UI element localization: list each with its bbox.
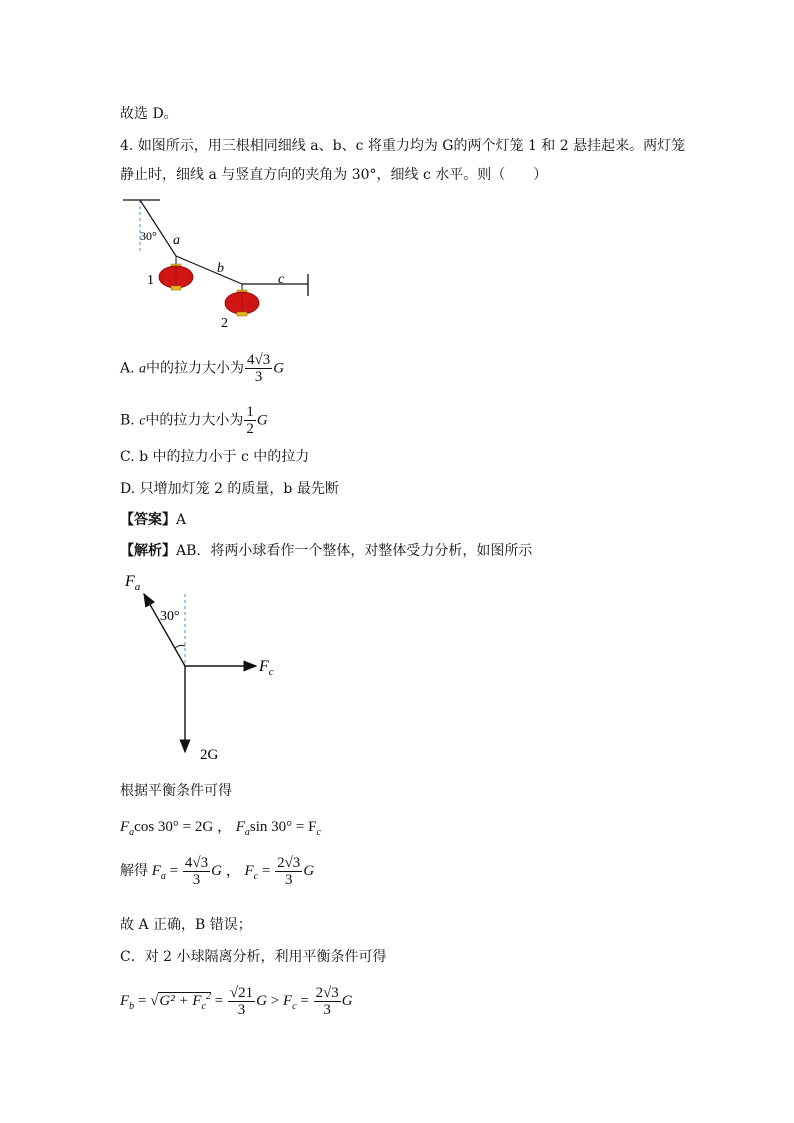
question-number: 4. [120,138,134,154]
label-b: b [217,261,224,276]
question-line-1 [120,135,685,155]
lantern-2-icon [225,284,259,316]
answer-label: 【答案】 [120,512,176,528]
option-b [120,404,268,437]
label-c: c [278,272,285,287]
equation-fb: $F_b = √G^2 + F_c^2$ = $\frac{√21}{3}$ $G > F_c$ = $\frac{2√3}{3}$ G [120,985,353,1018]
option-b-fraction: $\frac{1}{2}$ [246,404,254,437]
option-a [120,352,284,385]
answer-line [120,509,186,529]
question-line-2: 静止时，细线 a 与竖直方向的夹角为 30°，细线 c 水平。则（ ） [120,167,548,183]
angle-label: 30° [140,229,157,243]
force-diagram [118,568,298,768]
angle-arc [175,645,185,648]
option-a-unit: G [273,360,285,377]
weight-label: 2G [200,747,219,763]
option-a-var: a [139,361,147,377]
part-c-text: C．对 2 小球隔离分析，利用平衡条件可得 [120,949,387,965]
lantern-figure [118,192,318,332]
option-d: D. 只增加灯笼 2 的质量，b 最先断 [120,481,339,497]
question-text-1: 如图所示，用三根相同细线 a、b、c 将重力均为 G的两个灯笼 1 和 2 悬挂起来。两灯笼 [137,138,686,154]
label-a: a [173,233,180,248]
angle-30-label: 30° [160,609,180,624]
fa-label: $F_a$ [125,573,141,593]
fc-label: $F_c$ [259,658,274,678]
option-a-prefix: A. [120,360,135,377]
analysis-line [120,540,532,560]
solution-equation: 解得 $F_a$ = $\frac{4√3}{3}$ G ， $F_c$ = $\frac{2√3}{3}$ G [120,855,315,888]
answer-value: A [176,512,187,528]
analysis-label: 【解析】 [120,543,176,559]
option-b-unit: G [256,412,268,429]
option-b-prefix: B. [120,412,135,429]
equation-1: $F_a\cos$ 30° = 2G ， $F_a\sin$ $30^\circ = F_c$ [120,819,321,838]
balance-text: 根据平衡条件可得 [120,783,232,799]
option-c: C. b 中的拉力小于 c 中的拉力 [120,449,310,465]
option-a-text: 中的拉力大小为 [146,360,245,377]
option-b-text: 中的拉力大小为 [145,412,244,429]
conclusion-text: 故 A 正确，B 错误； [120,917,252,933]
lantern-2-label: 2 [221,316,228,331]
lantern-1-label: 1 [147,273,154,288]
option-a-fraction: $\frac{4√3}{3}$ [247,352,271,385]
option-b-var: c [139,413,146,429]
previous-answer: 故选 D。 [120,106,178,122]
analysis-text: AB．将两小球看作一个整体，对整体受力分析，如图所示 [176,543,533,559]
force-a-arrow [144,594,185,666]
string-a [140,200,176,256]
